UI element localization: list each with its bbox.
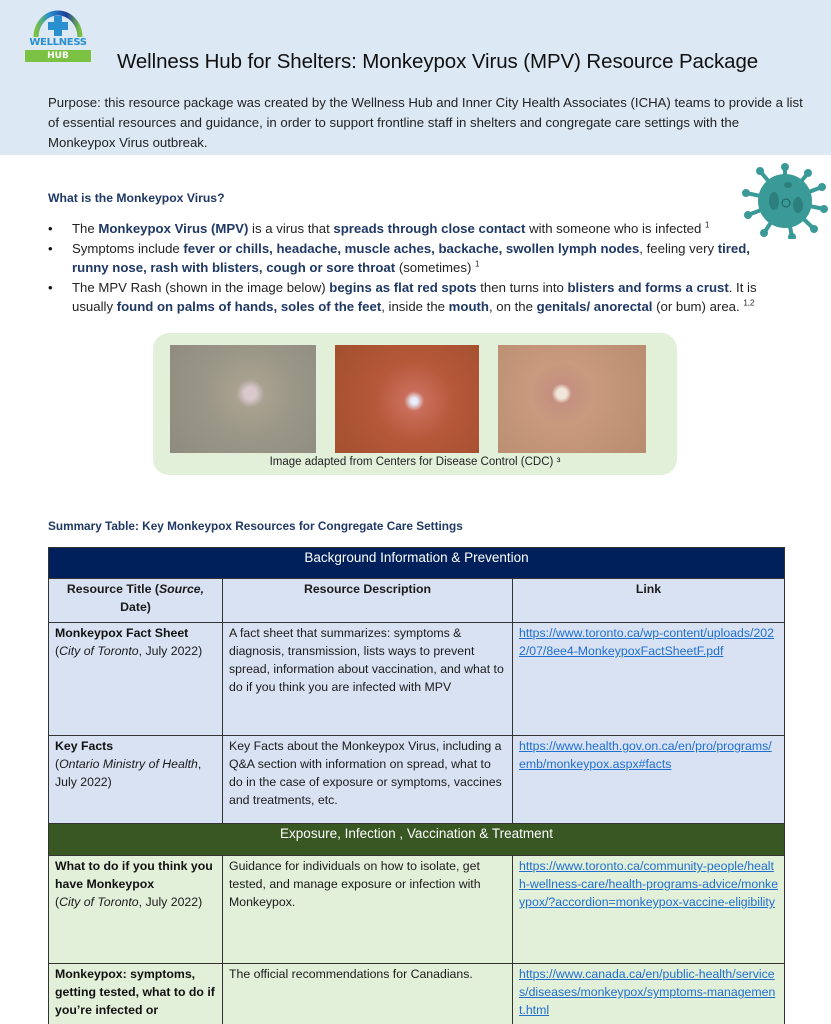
header-text-italic: Source, — [158, 582, 205, 596]
table-row — [49, 736, 785, 824]
resource-description: The official recommendations for Canadians. — [223, 964, 513, 1024]
text-run: with someone who is infected — [525, 221, 705, 236]
table-row — [49, 856, 785, 964]
resource-description: A fact sheet that summarizes: symptoms & diagnosis, transmission, lists ways to prevent spread, information about vaccination, and what to do if you think you are infected with MPV — [223, 623, 513, 736]
header-text: Resource Title ( — [66, 582, 159, 596]
footnote-ref: 1 — [705, 220, 710, 230]
fact-bullet-transmission — [48, 219, 768, 239]
text-run: , feeling very — [639, 240, 718, 256]
what-is-heading: What is the Monkeypox Virus? — [48, 191, 225, 205]
resource-link[interactable]: https://www.canada.ca/en/public-health/services/diseases/monkeypox/symptoms-management.html — [519, 967, 776, 1017]
source-name: City of Toronto — [59, 644, 139, 658]
source-date: , July 2022) — [55, 757, 202, 789]
header-band — [0, 0, 831, 155]
resource-source: (City of Toronto, July 2022) — [55, 895, 203, 909]
fact-bullet-rash — [48, 278, 768, 317]
text-run-bold: genitals/ anorectal — [536, 299, 653, 314]
text-run: then turns into — [476, 279, 568, 295]
resource-title: Key Facts — [55, 739, 114, 753]
text-run: , inside the — [381, 299, 449, 314]
rash-image-panel — [153, 333, 677, 475]
resource-description: Key Facts about the Monkeypox Virus, including a Q&A section with information on spread, what to do in the case of exposure or symptoms, vaccines and treatments, etc. — [223, 736, 513, 824]
resource-title-cell — [49, 736, 223, 824]
table-row — [49, 964, 785, 1024]
summary-table-heading: Summary Table: Key Monkeypox Resources for Congregate Care Settings — [48, 519, 463, 533]
rash-photo-3 — [498, 345, 646, 453]
fact-bullet-symptoms — [48, 239, 768, 278]
resource-title: What to do if you think you have Monkeypox — [55, 859, 213, 891]
text-run: . It is usually — [72, 279, 757, 314]
text-run-bold: blisters and forms a crust — [567, 279, 729, 295]
image-caption: Image adapted from Centers for Disease Control (CDC) ³ — [269, 456, 561, 468]
text-run-bold: mouth — [448, 299, 489, 314]
source-date: , July 2022) — [138, 644, 203, 658]
resource-title-cell — [49, 623, 223, 736]
section-title: Exposure, Infection , Vaccination & Treatment — [49, 824, 785, 856]
resource-title-cell — [49, 964, 223, 1024]
virus-facts-list — [48, 219, 768, 317]
section-header-background — [49, 548, 785, 579]
source-name: Ontario Ministry of Health — [59, 757, 198, 771]
resource-title: Monkeypox: symptoms, getting tested, what to do if you’re infected or — [55, 967, 215, 1017]
text-run: Symptoms include — [72, 240, 184, 256]
text-run-bold: tired, runny nose, rash with blisters, cough or sore throat — [72, 240, 750, 275]
resource-description: Guidance for individuals on how to isolate, get tested, and manage exposure or infection with Monkeypox. — [223, 856, 513, 964]
resource-link[interactable]: https://www.health.gov.on.ca/en/pro/programs/emb/monkeypox.aspx#facts — [519, 739, 772, 771]
rash-photo-2 — [335, 345, 479, 453]
text-run: (sometimes) — [395, 260, 476, 275]
logo-wordmark: WELLNESS — [29, 37, 87, 48]
resource-link[interactable]: https://www.toronto.ca/community-people/health-wellness-care/health-programs-advice/monkeypox/?accordion=monkeypox-vaccine-eligibility — [519, 859, 779, 909]
resource-link-cell — [513, 964, 785, 1024]
source-date: , July 2022) — [138, 895, 203, 909]
wellness-hub-logo — [22, 4, 94, 62]
footnote-ref: 1 — [475, 259, 480, 269]
resources-table — [48, 547, 785, 1024]
resource-source: (Ontario Ministry of Health, July 2022) — [55, 757, 202, 789]
medical-cross-arch-icon — [22, 4, 94, 38]
resource-link-cell — [513, 856, 785, 964]
footnote-ref: 1,2 — [743, 298, 755, 308]
text-run: , on the — [488, 299, 537, 314]
resource-title-cell — [49, 856, 223, 964]
table-row — [49, 623, 785, 736]
resource-link-cell — [513, 736, 785, 824]
text-run: The MPV Rash (shown in the image below) — [72, 279, 330, 295]
text-run-bold: Monkeypox Virus (MPV) — [98, 221, 249, 236]
source-name: City of Toronto — [59, 895, 139, 909]
text-run: (or bum) area. — [652, 299, 744, 314]
resource-source: (City of Toronto, July 2022) — [55, 644, 203, 658]
resource-link[interactable]: https://www.toronto.ca/wp-content/uploads/2022/07/8ee4-MonkeypoxFactSheetF.pdf — [519, 626, 774, 658]
text-run: is a virus that — [248, 221, 334, 236]
header-text: Date) — [120, 600, 151, 614]
column-header-row — [49, 579, 785, 623]
section-title: Background Information & Prevention — [49, 548, 785, 579]
text-run-bold: found on palms of hands, soles of the feet — [116, 299, 382, 314]
purpose-statement: Purpose: this resource package was created by the Wellness Hub and Inner City Health Associates (ICHA) teams to provide a list of essential resources and guidance, in order to support frontline staff in shelters and congregate care settings with the Monkeypox Virus outbreak. — [48, 95, 803, 150]
section-header-exposure — [49, 824, 785, 856]
column-header-link: Link — [513, 579, 785, 623]
column-header-title — [49, 579, 223, 623]
text-run-bold: spreads through close contact — [333, 221, 526, 236]
resource-title: Monkeypox Fact Sheet — [55, 626, 189, 640]
text-run: The — [72, 221, 99, 236]
page-title: Wellness Hub for Shelters: Monkeypox Virus (MPV) Resource Package — [117, 50, 759, 73]
rash-photo-1 — [170, 345, 316, 453]
text-run-bold: fever or chills, headache, muscle aches, backache, swollen lymph nodes — [183, 240, 640, 256]
logo-hub-label: HUB — [25, 50, 91, 62]
column-header-description: Resource Description — [223, 579, 513, 623]
resource-link-cell — [513, 623, 785, 736]
text-run-bold: begins as flat red spots — [329, 279, 477, 295]
